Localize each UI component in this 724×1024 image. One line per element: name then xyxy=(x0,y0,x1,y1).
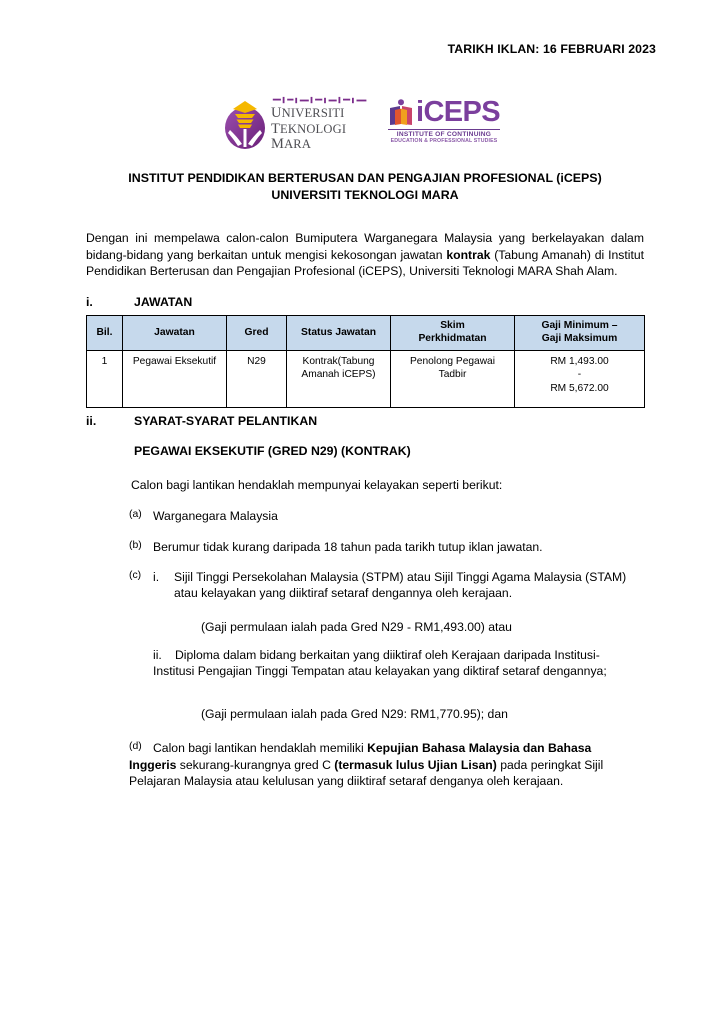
requirement-c-i-salary-note: (Gaji permulaan ialah pada Gred N29 - RM1,493.00) atau xyxy=(201,620,512,634)
table-row xyxy=(87,351,645,408)
requirement-item-a xyxy=(129,508,629,524)
intro-part-1: Dengan ini mempelawa calon-calon Bumiputera Warganegara Malaysia yang berkelayakan dalam bidang-bidang yang berkaitan untuk mengisi kekosongan jawatan xyxy=(86,231,644,262)
section-ii-heading xyxy=(86,414,644,428)
th-bil: Bil. xyxy=(87,316,123,351)
iceps-subtitle-2: EDUCATION & PROFESSIONAL STUDIES xyxy=(390,138,498,144)
iceps-book-icon xyxy=(388,99,414,127)
th-gaji-line-1: Gaji Minimum – xyxy=(541,320,618,332)
cell-bil: 1 xyxy=(87,351,123,408)
cell-gred: N29 xyxy=(227,351,287,408)
cell-skim-perkhidmatan xyxy=(391,351,515,408)
th-skim-perkhidmatan xyxy=(391,316,515,351)
th-status-jawatan: Status Jawatan xyxy=(287,316,391,351)
jawi-script-icon xyxy=(271,96,370,105)
cell-status-line-1: Kontrak(Tabung xyxy=(302,356,375,367)
marker-b: (b) xyxy=(129,540,142,551)
uitm-line-1: UNIVERSITI xyxy=(270,105,345,121)
document-title-line-2: UNIVERSITI TEKNOLOGI MARA xyxy=(271,187,459,202)
requirements-lead-text: Calon bagi lantikan hendaklah mempunyai kelayakan seperti berikut: xyxy=(131,478,503,492)
marker-d: (d) xyxy=(129,741,142,752)
th-gaji-line-2: Gaji Maksimum xyxy=(541,333,618,344)
document-title xyxy=(86,170,644,203)
uitm-line-3: MARA xyxy=(270,136,312,152)
requirement-c-ii-text: Diploma dalam bidang berkaitan yang diiktiraf oleh Kerajaan daripada Institusi-Institusi Pengajian Tinggi Tempatan atau kelayakan yang diktiraf setaraf dengannya; xyxy=(153,648,607,679)
iceps-letter-i: iCEPS xyxy=(415,96,501,129)
th-skim-line-2: Perkhidmatan xyxy=(418,333,487,344)
cell-jawatan: Pegawai Eksekutif xyxy=(123,351,227,408)
marker-c-roman-ii: ii. xyxy=(153,648,162,662)
requirement-d-text xyxy=(129,741,603,788)
cell-status-jawatan xyxy=(287,351,391,408)
cell-gaji-dash: - xyxy=(577,369,582,381)
requirement-d-part-1: Calon bagi lantikan hendaklah memiliki xyxy=(153,741,368,755)
intro-part-2: (Tabung Amanah) di Institut Pendidikan Berterusan dan Pengajian Profesional (iCEPS), Universiti Teknologi MARA Shah Alam. xyxy=(86,247,644,279)
requirement-a-text: Warganegara Malaysia xyxy=(153,509,278,523)
requirement-item-c-ii xyxy=(153,647,641,680)
iceps-subtitle-1: INSTITUTE OF CONTINUING xyxy=(388,129,500,138)
cell-status-line-2: Amanah iCEPS) xyxy=(301,369,376,381)
iceps-letters-ceps: CEPS xyxy=(423,96,501,129)
requirement-c-i-text: Sijil Tinggi Persekolahan Malaysia (STPM) atau Sijil Tinggi Agama Malaysia (STAM) atau kelayakan yang diiktiraf setaraf dengannya oleh kerajaan. xyxy=(174,570,627,601)
section-ii-label: SYARAT-SYARAT PELANTIKAN xyxy=(134,414,318,428)
requirement-d-bold-2: (termasuk lulus Ujian Lisan) xyxy=(334,757,497,772)
marker-c-roman-i: i. xyxy=(153,570,160,584)
logo-band xyxy=(0,96,724,153)
requirement-item-b xyxy=(129,539,639,555)
requirement-c-ii-salary-note: (Gaji permulaan ialah pada Gred N29: RM1,770.95); dan xyxy=(201,707,508,721)
cell-skim-line-2: Tadbir xyxy=(438,369,467,381)
requirement-b-text: Berumur tidak kurang daripada 18 tahun pada tarikh tutup iklan jawatan. xyxy=(153,540,543,554)
iceps-wordmark xyxy=(388,96,501,129)
marker-c: (c) xyxy=(129,570,142,581)
requirement-d-part-3: pada peringkat Sijil Pelajaran Malaysia atau kelulusan yang diiktiraf setaraf denganya oleh kerajaan. xyxy=(129,757,604,789)
th-jawatan: Jawatan xyxy=(123,316,227,351)
requirement-item-c xyxy=(129,569,641,602)
intro-paragraph xyxy=(86,230,644,280)
cell-gaji-max: RM 5,672.00 xyxy=(550,382,609,394)
uitm-line-2: TEKNOLOGI xyxy=(270,120,347,137)
requirement-d-bold-1: Kepujian Bahasa Malaysia dan Bahasa Inggeris xyxy=(129,741,592,772)
section-i-number: i. xyxy=(86,295,93,309)
requirement-d-part-2: sekurang-kurangnya gred C xyxy=(176,757,335,772)
uitm-wordmark xyxy=(271,96,370,153)
th-gaji xyxy=(515,316,645,351)
uitm-logo xyxy=(224,96,370,153)
cell-gaji xyxy=(515,351,645,408)
th-skim-line-1: Skim xyxy=(440,320,465,332)
th-gred: Gred xyxy=(227,316,287,351)
uitm-crest-icon xyxy=(224,98,266,150)
intro-bold-kontrak: kontrak xyxy=(446,247,491,262)
marker-a: (a) xyxy=(129,509,142,520)
section-i-heading xyxy=(86,295,644,309)
advertisement-date: TARIKH IKLAN: 16 FEBRUARI 2023 xyxy=(447,42,656,56)
cell-gaji-min: RM 1,493.00 xyxy=(550,356,609,367)
section-ii-number: ii. xyxy=(86,414,97,428)
iceps-logo xyxy=(388,96,500,144)
table-header-row xyxy=(87,316,645,351)
section-i-label: JAWATAN xyxy=(134,295,193,309)
jawatan-table xyxy=(86,315,645,408)
section-ii-subheading: PEGAWAI EKSEKUTIF (GRED N29) (KONTRAK) xyxy=(134,444,411,458)
requirement-item-d xyxy=(129,740,641,790)
document-title-line-1: INSTITUT PENDIDIKAN BERTERUSAN DAN PENGAJIAN PROFESIONAL (iCEPS) xyxy=(128,171,602,185)
cell-skim-line-1: Penolong Pegawai xyxy=(410,356,495,367)
